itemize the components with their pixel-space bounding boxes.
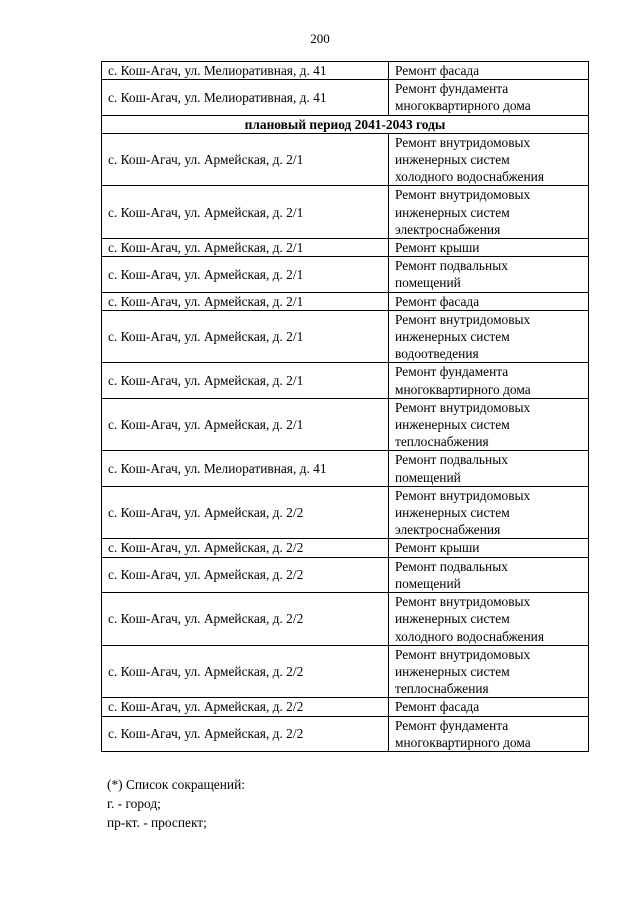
work-type-cell — [389, 363, 589, 398]
address-cell: с. Кош-Агач, ул. Мелиоративная, д. 41 — [102, 62, 389, 80]
work-type-line: электроснабжения — [395, 522, 501, 538]
work-type-cell — [389, 593, 589, 646]
address-cell: с. Кош-Агач, ул. Армейская, д. 2/1 — [102, 398, 389, 451]
abbreviations-heading: (*) Список сокращений: — [107, 777, 245, 792]
page-number: 200 — [310, 31, 330, 46]
work-type-line: инженерных систем — [395, 204, 510, 220]
address-cell: с. Кош-Агач, ул. Армейская, д. 2/1 — [102, 133, 389, 186]
work-type-line: Ремонт внутридомовых — [395, 487, 531, 503]
address-cell: с. Кош-Агач, ул. Армейская, д. 2/2 — [102, 593, 389, 646]
table-row — [102, 398, 589, 451]
table-row — [102, 292, 589, 310]
work-type-line: холодного водоснабжения — [395, 169, 544, 185]
work-type-cell — [389, 451, 589, 486]
work-type-cell — [389, 62, 589, 80]
abbreviations-list — [107, 775, 245, 832]
planning-period-label: плановый период 2041-2043 годы — [102, 115, 589, 133]
address-cell: с. Кош-Агач, ул. Армейская, д. 2/1 — [102, 292, 389, 310]
table-row — [102, 593, 589, 646]
table-row — [102, 539, 589, 557]
work-type-line: Ремонт внутридомовых — [395, 187, 531, 203]
table-row — [102, 486, 589, 539]
table-row — [102, 239, 589, 257]
work-type-cell — [389, 698, 589, 716]
work-type-cell — [389, 645, 589, 698]
work-type-line: инженерных систем — [395, 152, 510, 168]
work-type-line: Ремонт подвальных — [395, 452, 508, 468]
work-type-line: инженерных систем — [395, 505, 510, 521]
table-row — [102, 557, 589, 592]
work-type-line: многоквартирного дома — [395, 734, 531, 750]
work-type-line: водоотведения — [395, 346, 479, 362]
work-type-cell — [389, 80, 589, 115]
planning-period-row — [102, 115, 589, 133]
address-cell: с. Кош-Агач, ул. Армейская, д. 2/1 — [102, 257, 389, 292]
work-type-line: Ремонт фасада — [395, 63, 480, 78]
address-cell: с. Кош-Агач, ул. Армейская, д. 2/1 — [102, 239, 389, 257]
table-row — [102, 698, 589, 716]
work-type-line: Ремонт внутридомовых — [395, 311, 531, 327]
table-row — [102, 80, 589, 115]
work-type-cell — [389, 398, 589, 451]
work-type-line: многоквартирного дома — [395, 98, 531, 114]
work-type-cell — [389, 539, 589, 557]
work-type-cell — [389, 257, 589, 292]
work-type-line: Ремонт подвальных — [395, 558, 508, 574]
abbreviation-item: г. - город; — [107, 796, 161, 811]
work-type-line: инженерных систем — [395, 611, 510, 627]
work-type-line: помещений — [395, 275, 461, 291]
work-type-line: холодного водоснабжения — [395, 628, 544, 644]
work-type-cell — [389, 486, 589, 539]
work-type-cell — [389, 186, 589, 239]
work-type-line: Ремонт фундамента — [395, 364, 509, 380]
table-row — [102, 186, 589, 239]
work-type-cell — [389, 133, 589, 186]
work-type-line: Ремонт фундамента — [395, 81, 509, 97]
work-type-line: Ремонт крыши — [395, 240, 480, 256]
abbreviation-item: пр-кт. - проспект; — [107, 815, 207, 830]
table-row — [102, 133, 589, 186]
table-row — [102, 310, 589, 363]
work-type-line: многоквартирного дома — [395, 381, 531, 397]
work-type-cell — [389, 310, 589, 363]
address-cell: с. Кош-Агач, ул. Мелиоративная, д. 41 — [102, 451, 389, 486]
work-type-line: Ремонт крыши — [395, 540, 480, 556]
table-row — [102, 645, 589, 698]
table-row — [102, 257, 589, 292]
table-row — [102, 363, 589, 398]
work-type-line: электроснабжения — [395, 221, 501, 237]
work-type-line: инженерных систем — [395, 329, 510, 345]
work-type-cell — [389, 292, 589, 310]
work-type-line: Ремонт внутридомовых — [395, 399, 531, 415]
table-row — [102, 62, 589, 80]
work-type-cell — [389, 557, 589, 592]
address-cell: с. Кош-Агач, ул. Армейская, д. 2/1 — [102, 363, 389, 398]
address-cell: с. Кош-Агач, ул. Армейская, д. 2/2 — [102, 698, 389, 716]
address-cell: с. Кош-Агач, ул. Армейская, д. 2/1 — [102, 310, 389, 363]
address-cell: с. Кош-Агач, ул. Армейская, д. 2/2 — [102, 557, 389, 592]
work-type-line: помещений — [395, 469, 461, 485]
work-type-line: теплоснабжения — [395, 681, 489, 697]
work-type-line: теплоснабжения — [395, 434, 489, 450]
table-row — [102, 716, 589, 751]
address-cell: с. Кош-Агач, ул. Армейская, д. 2/2 — [102, 645, 389, 698]
address-cell: с. Кош-Агач, ул. Армейская, д. 2/2 — [102, 486, 389, 539]
work-type-cell — [389, 239, 589, 257]
work-type-line: Ремонт фасада — [395, 699, 480, 715]
table-row — [102, 451, 589, 486]
repair-works-table-body — [102, 62, 589, 752]
work-type-cell — [389, 716, 589, 751]
address-cell: с. Кош-Агач, ул. Мелиоративная, д. 41 — [102, 80, 389, 115]
address-cell: с. Кош-Агач, ул. Армейская, д. 2/2 — [102, 539, 389, 557]
address-cell: с. Кош-Агач, ул. Армейская, д. 2/1 — [102, 186, 389, 239]
repair-works-table — [101, 61, 589, 752]
work-type-line: Ремонт внутридомовых — [395, 594, 531, 610]
work-type-line: инженерных систем — [395, 663, 510, 679]
work-type-line: Ремонт внутридомовых — [395, 134, 531, 150]
work-type-line: Ремонт внутридомовых — [395, 646, 531, 662]
work-type-line: инженерных систем — [395, 417, 510, 433]
work-type-line: Ремонт фасада — [395, 293, 480, 309]
work-type-line: помещений — [395, 575, 461, 591]
address-cell: с. Кош-Агач, ул. Армейская, д. 2/2 — [102, 716, 389, 751]
work-type-line: Ремонт подвальных — [395, 258, 508, 274]
work-type-line: Ремонт фундамента — [395, 717, 509, 733]
